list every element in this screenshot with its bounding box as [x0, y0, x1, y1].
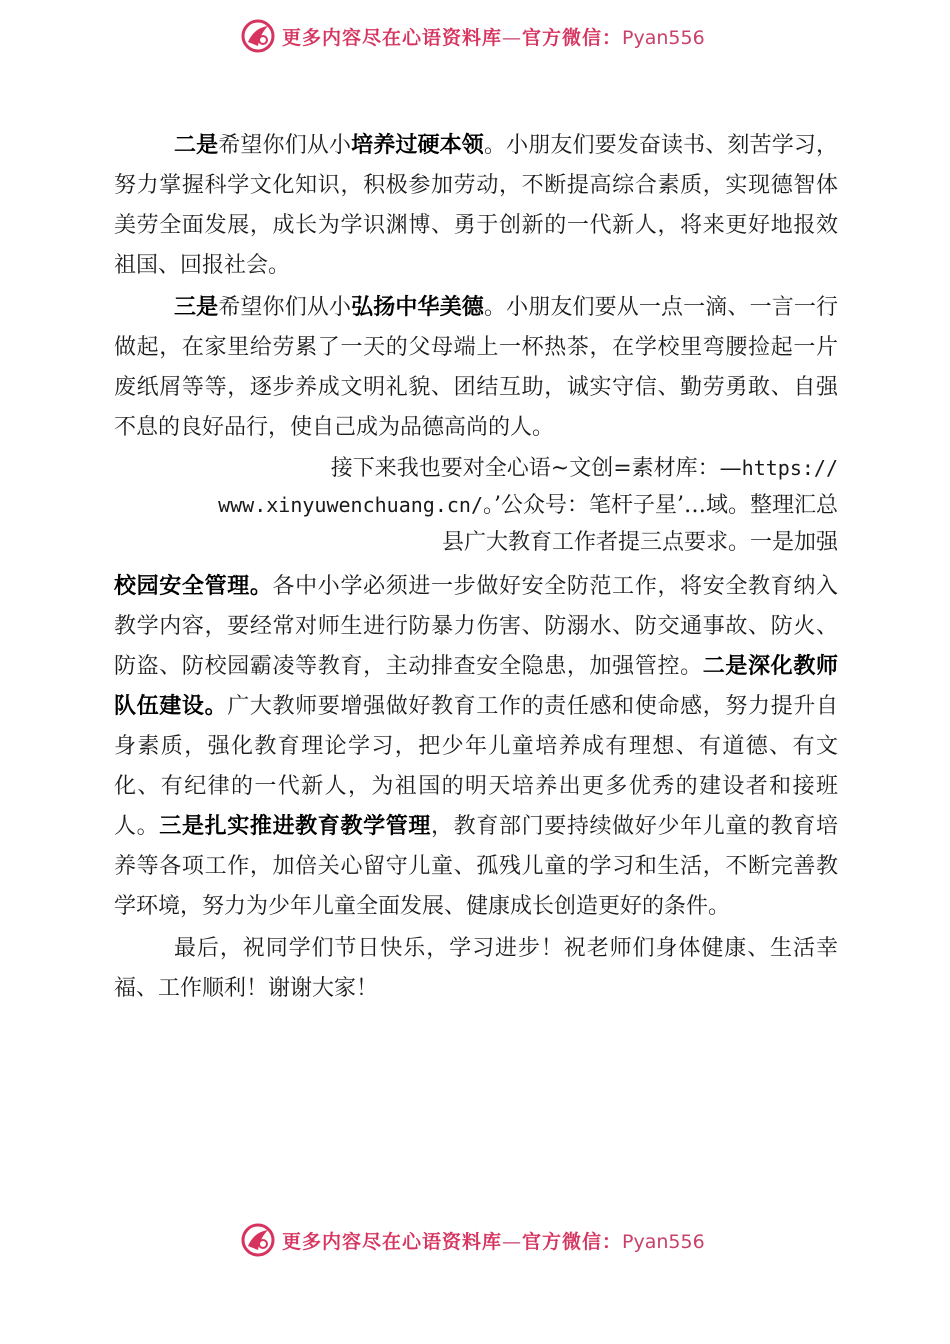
- paragraph-2: 三是希望你们从小弘扬中华美德。小朋友们要从一点一滴、一言一行做起，在家里给劳累了一天的父母端上一杯热茶，在学校里弯腰捡起一片废纸屑等等，逐步养成文明礼貌、团结互助，诚实守信、勤劳勇敢、自强不息的良好品行，使自己成为品德高尚的人。: [114, 295, 838, 440]
- paragraph-3: [114, 450, 838, 561]
- banner-text: 更多内容尽在心语资料库—官方微信：Pyan556: [282, 26, 705, 49]
- banner-text: 更多内容尽在心语资料库—官方微信：Pyan556: [282, 1230, 705, 1253]
- p3-line-1: 接下来我也要对全心语~文创=素材库：—https://: [330, 456, 838, 481]
- logo-icon: [240, 1222, 276, 1258]
- paragraph-5: 最后，祝同学们节日快乐，学习进步！祝老师们身体健康、生活幸福、工作顺利！谢谢大家！: [114, 936, 838, 1001]
- paragraph-1: 二是希望你们从小培养过硬本领。小朋友们要发奋读书、刻苦学习，努力掌握科学文化知识，积极参加劳动，不断提高综合素质，实现德智体美劳全面发展，成长为学识渊博、勇于创新的一代新人，将来更好地报效祖国、回报社会。: [114, 133, 838, 278]
- logo-icon: [240, 18, 276, 54]
- header-banner: [240, 16, 705, 56]
- document-body: [114, 126, 838, 1009]
- p3-line-3: 县广大教育工作者提三点要求。一是加强: [441, 530, 838, 555]
- footer-banner: [240, 1220, 705, 1260]
- paragraph-4: 校园安全管理。各中小学必须进一步做好安全防范工作，将安全教育纳入教学内容，要经常对师生进行防暴力伤害、防溺水、防交通事故、防火、防盗、防校园霸凌等教育，主动排查安全隐患，加强管控。二是深化教师队伍建设。广大教师要增强做好教育工作的责任感和使命感，努力提升自身素质，强化教育理论学习，把少年儿童培养成有理想、有道德、有文化、有纪律的一代新人，为祖国的明天培养出更多优秀的建设者和接班人。三是扎实推进教育教学管理，教育部门要持续做好少年儿童的教育培养等各项工作，加倍关心留守儿童、孤残儿童的学习和生活，不断完善教学环境，努力为少年儿童全面发展、健康成长创造更好的条件。: [114, 574, 838, 919]
- p3-line-2: www.xinyuwenchuang.cn/。’公众号：笔杆子星’…域。整理汇总: [218, 493, 838, 518]
